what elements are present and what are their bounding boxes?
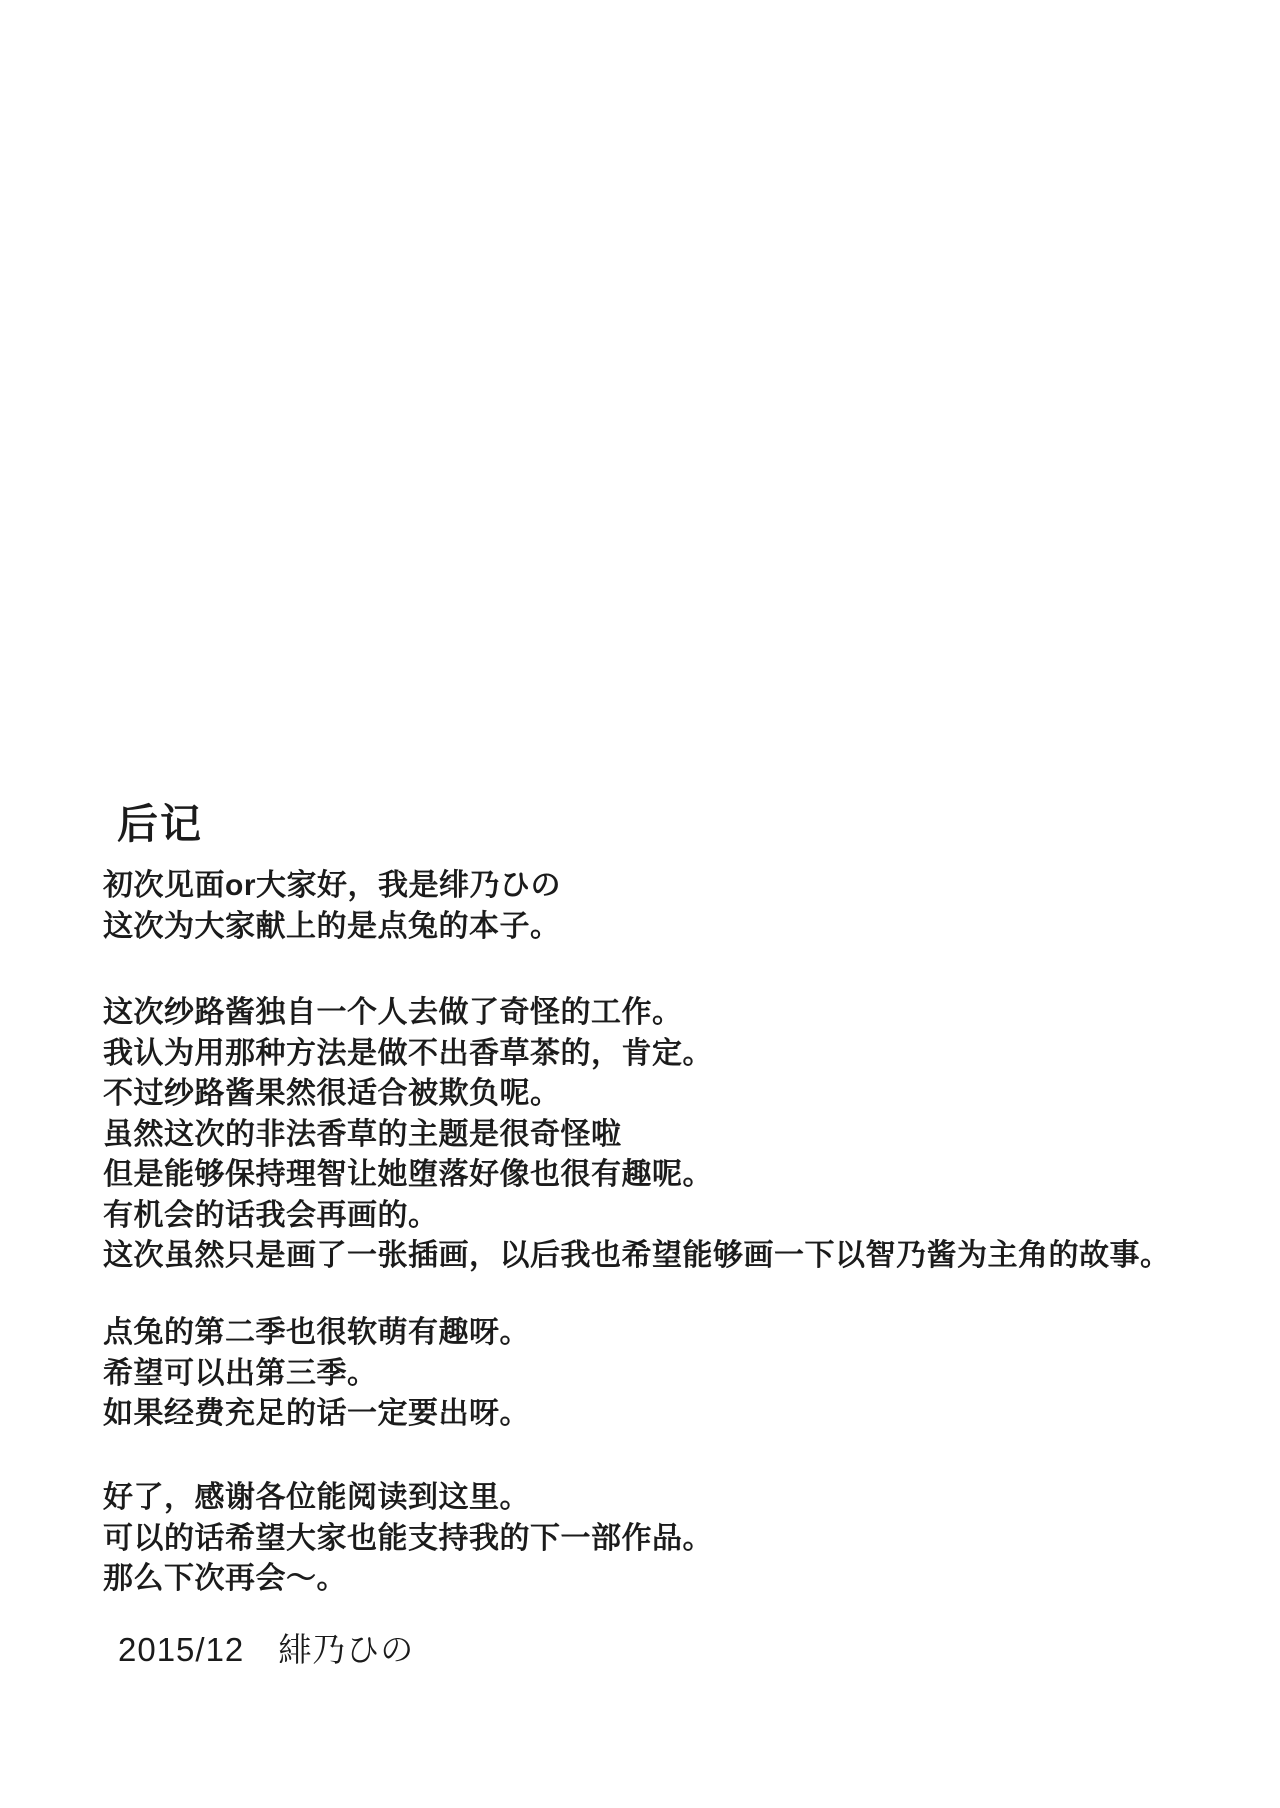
text-line: 有机会的话我会再画的。: [103, 1198, 439, 1232]
text-line: 这次虽然只是画了一张插画，以后我也希望能够画一下以智乃酱为主角的故事。: [103, 1239, 1171, 1272]
text-line: 那么下次再会～。: [103, 1562, 347, 1595]
text-line: 希望可以出第三季。: [103, 1356, 378, 1390]
text-line: 但是能够保持理智让她堕落好像也很有趣呢。: [103, 1158, 713, 1191]
text-line: 这次为大家献上的是点兔的本子。: [103, 909, 561, 943]
text-line: 虽然这次的非法香草的主题是很奇怪啦: [103, 1117, 622, 1151]
text-line: 可以的话希望大家也能支持我的下一部作品。: [103, 1521, 713, 1555]
date-signature: 2015/12 緋乃ひの: [118, 1631, 415, 1668]
paragraph-season: [103, 1313, 530, 1435]
page-title: 后记: [117, 801, 203, 847]
paragraph-intro: [103, 866, 561, 947]
text-line: 如果经费充足的话一定要出呀。: [103, 1397, 530, 1430]
text-line: 我认为用那种方法是做不出香草茶的，肯定。: [103, 1036, 713, 1070]
text-line: 这次纱路酱独自一个人去做了奇怪的工作。: [103, 996, 683, 1029]
text-line: 初次见面or大家好，我是绯乃ひの: [103, 869, 561, 902]
text-line: 好了，感谢各位能阅读到这里。: [103, 1481, 530, 1514]
paragraph-closing: [103, 1478, 713, 1600]
text-line: 不过纱路酱果然很适合被欺负呢。: [103, 1077, 561, 1110]
paragraph-sharo-story: [103, 993, 1171, 1277]
text-line: 点兔的第二季也很软萌有趣呀。: [103, 1316, 530, 1349]
